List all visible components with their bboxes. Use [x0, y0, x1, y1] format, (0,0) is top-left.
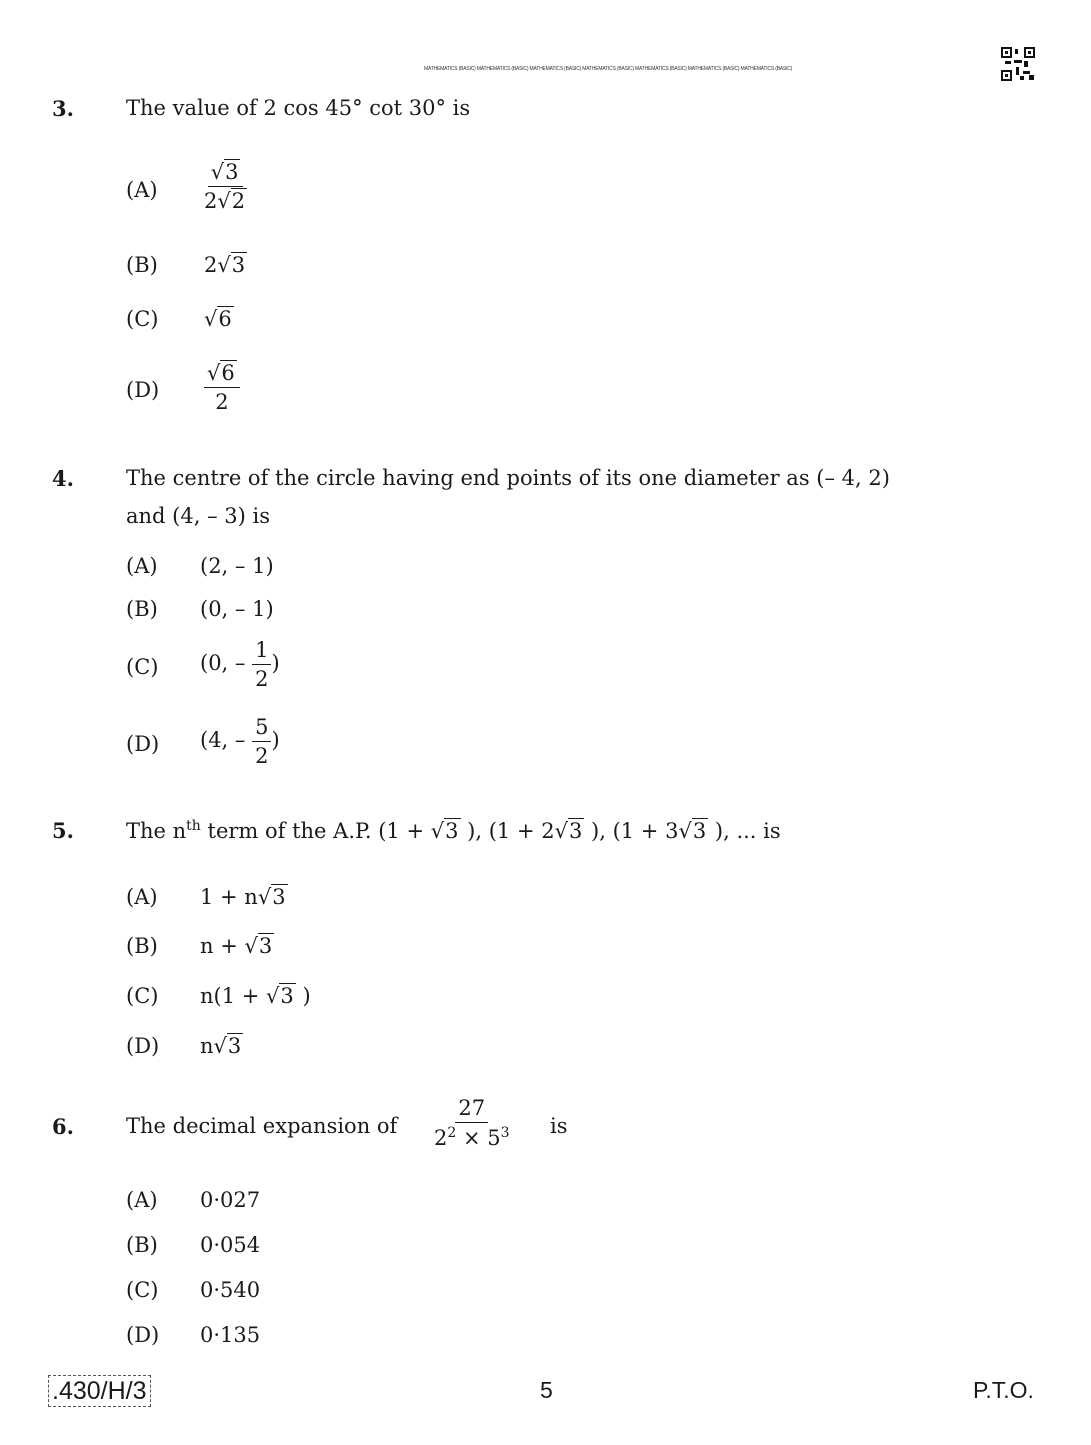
option-label: (C)	[126, 307, 159, 331]
fraction: $\frac{27}{2^2 \times 5^3}$	[434, 1096, 510, 1150]
option-label: (A)	[126, 178, 158, 202]
option-label: (B)	[126, 253, 158, 277]
option-label: (D)	[126, 1323, 160, 1347]
please-turn-over: P.T.O.	[973, 1377, 1034, 1403]
option-value: n√3	[200, 1034, 242, 1058]
question-stem: The centre of the circle having end points of its one diameter as (– 4, 2)	[126, 466, 890, 490]
option-value: 0·135	[200, 1323, 261, 1347]
option-value: $\frac{√6}{2}$	[204, 361, 240, 414]
option-value: 0·054	[200, 1233, 261, 1257]
option-label: (A)	[126, 885, 158, 909]
question-stem: The decimal expansion of	[126, 1114, 398, 1138]
option-label: (C)	[126, 984, 159, 1008]
option-label: (C)	[126, 655, 159, 679]
question-number: 3.	[52, 96, 74, 121]
option-value: (2, – 1)	[200, 554, 274, 578]
question-stem: The value of 2 cos 45° cot 30° is	[126, 96, 471, 120]
paper-code: .430/H/3	[48, 1375, 151, 1407]
option-label: (A)	[126, 554, 158, 578]
option-label: (C)	[126, 1278, 159, 1302]
option-label: (B)	[126, 934, 158, 958]
option-label: (D)	[126, 378, 160, 402]
option-label: (B)	[126, 597, 158, 621]
question-stem-end: is	[550, 1114, 568, 1138]
option-label: (B)	[126, 1233, 158, 1257]
option-value: n(1 + √3 )	[200, 984, 311, 1008]
option-value: √6	[204, 307, 232, 331]
option-label: (A)	[126, 1188, 158, 1212]
option-value: 0·540	[200, 1278, 261, 1302]
option-value: 0·027	[200, 1188, 261, 1212]
qr-code-icon	[1001, 47, 1035, 81]
question-number: 6.	[52, 1114, 74, 1139]
page-number: 5	[540, 1377, 553, 1403]
question-stem: The $n^{th}$ term of the A.P. (1 + √3 ), (1 + 2√3 ), (1 + 3√3 ), ... is	[126, 818, 781, 843]
option-value: n + √3	[200, 934, 273, 958]
option-value: (0, – $\frac{1}{2}$ )	[200, 638, 280, 691]
option-value: 2√3	[204, 253, 246, 277]
header-microtext: MATHEMATICS (BASIC) MATHEMATICS (BASIC) MATHEMATICS (BASIC) MATHEMATICS (BASIC) MATHEMATICS (BASIC) MATHEMATICS (BASIC) MATHEMATICS (BASIC)	[424, 66, 793, 72]
question-stem: and (4, – 3) is	[126, 504, 270, 528]
option-value: (0, – 1)	[200, 597, 274, 621]
question-number: 4.	[52, 466, 74, 491]
option-value: $\frac{√3}{2√2}$	[204, 160, 246, 213]
option-label: (D)	[126, 1034, 160, 1058]
question-number: 5.	[52, 818, 74, 843]
option-value: (4, – $\frac{5}{2}$ )	[200, 715, 280, 768]
option-label: (D)	[126, 732, 160, 756]
option-value: 1 + n√3	[200, 885, 286, 909]
